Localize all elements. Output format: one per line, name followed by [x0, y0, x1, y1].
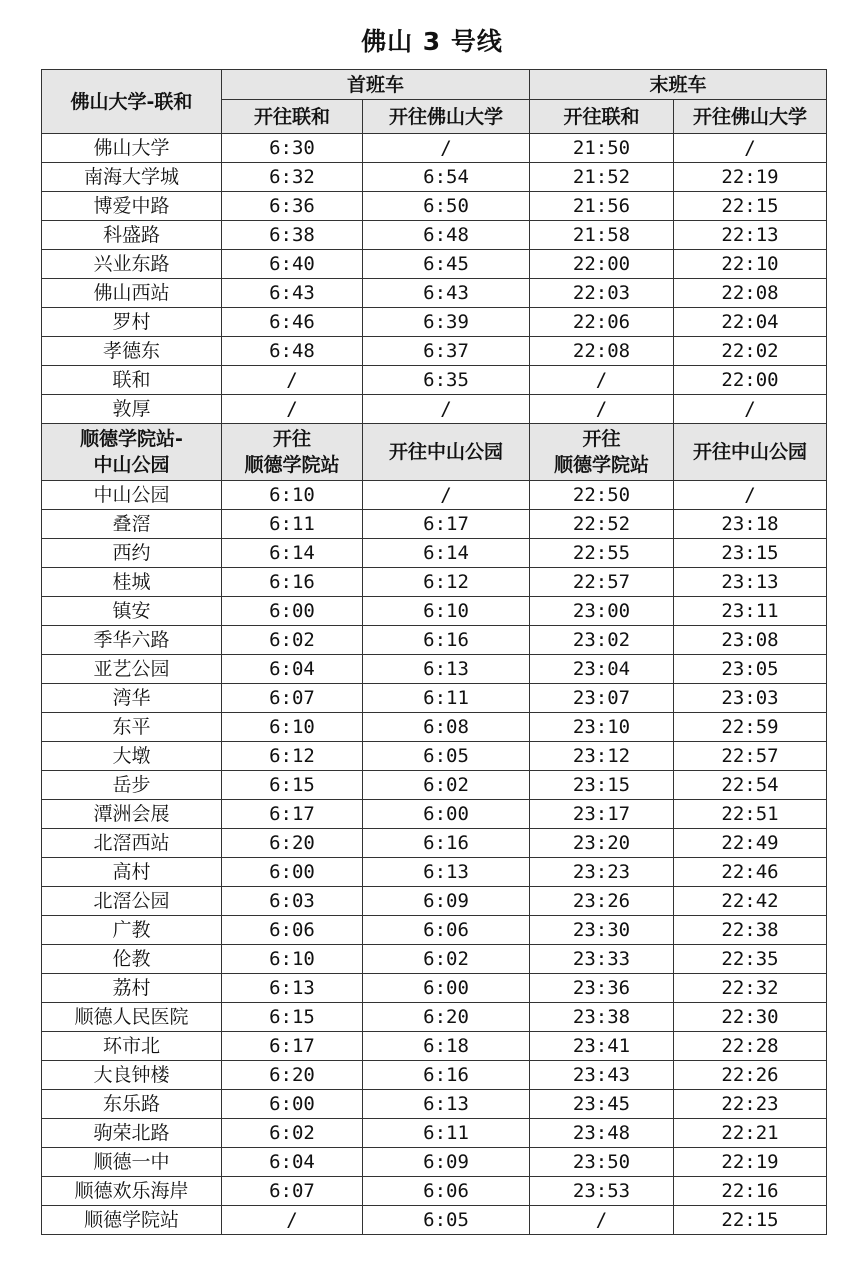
- section1-label: 佛山大学-联和: [42, 70, 222, 134]
- time-cell: 6:09: [363, 1148, 530, 1177]
- time-cell: 6:00: [363, 800, 530, 829]
- to-c-line2: 顺德学院站: [554, 454, 650, 476]
- time-cell: 6:13: [222, 974, 363, 1003]
- time-cell: 21:56: [530, 192, 674, 221]
- time-cell: 23:15: [530, 771, 674, 800]
- time-cell: 6:07: [222, 684, 363, 713]
- time-cell: /: [530, 1206, 674, 1235]
- table-row: [42, 742, 827, 771]
- table-row: [42, 945, 827, 974]
- time-cell: 23:05: [674, 655, 827, 684]
- time-cell: 6:36: [222, 192, 363, 221]
- time-cell: 22:10: [674, 250, 827, 279]
- time-cell: 6:00: [222, 858, 363, 887]
- time-cell: 22:35: [674, 945, 827, 974]
- time-cell: 6:07: [222, 1177, 363, 1206]
- time-cell: 23:45: [530, 1090, 674, 1119]
- time-cell: 6:17: [222, 1032, 363, 1061]
- time-cell: 6:43: [363, 279, 530, 308]
- time-cell: /: [363, 134, 530, 163]
- table-row: [42, 308, 827, 337]
- table-row: [42, 1061, 827, 1090]
- time-cell: 6:06: [363, 916, 530, 945]
- time-cell: 23:11: [674, 597, 827, 626]
- station-name: 环市北: [42, 1032, 222, 1061]
- time-cell: 6:00: [222, 1090, 363, 1119]
- table-row: [42, 1003, 827, 1032]
- station-name: 桂城: [42, 568, 222, 597]
- time-cell: 22:59: [674, 713, 827, 742]
- time-cell: 6:15: [222, 771, 363, 800]
- table-row: [42, 974, 827, 1003]
- time-cell: 23:17: [530, 800, 674, 829]
- station-name: 兴业东路: [42, 250, 222, 279]
- station-name: 佛山大学: [42, 134, 222, 163]
- table-row: [42, 250, 827, 279]
- time-cell: 22:15: [674, 1206, 827, 1235]
- time-cell: 22:15: [674, 192, 827, 221]
- time-cell: 6:05: [363, 742, 530, 771]
- station-name: 东平: [42, 713, 222, 742]
- station-name: 叠滘: [42, 510, 222, 539]
- table-row: [42, 539, 827, 568]
- time-cell: 6:16: [363, 1061, 530, 1090]
- time-cell: 6:32: [222, 163, 363, 192]
- station-name: 孝德东: [42, 337, 222, 366]
- timetable: [41, 69, 827, 1235]
- time-cell: /: [222, 366, 363, 395]
- station-name: 西约: [42, 539, 222, 568]
- time-cell: 6:54: [363, 163, 530, 192]
- time-cell: 6:20: [363, 1003, 530, 1032]
- time-cell: 6:05: [363, 1206, 530, 1235]
- time-cell: 22:16: [674, 1177, 827, 1206]
- time-cell: 23:41: [530, 1032, 674, 1061]
- header-row-3: [42, 424, 827, 481]
- table-row: [42, 916, 827, 945]
- col-last-to-shunde-college: [530, 424, 674, 481]
- time-cell: 6:00: [363, 974, 530, 1003]
- table-row: [42, 481, 827, 510]
- time-cell: 6:46: [222, 308, 363, 337]
- table-row: [42, 134, 827, 163]
- time-cell: 6:02: [363, 945, 530, 974]
- time-cell: 6:20: [222, 829, 363, 858]
- table-row: [42, 192, 827, 221]
- table-row: [42, 771, 827, 800]
- time-cell: 22:54: [674, 771, 827, 800]
- table-row: [42, 395, 827, 424]
- table-row: [42, 1177, 827, 1206]
- time-cell: 6:17: [363, 510, 530, 539]
- table-row: [42, 221, 827, 250]
- time-cell: 6:00: [222, 597, 363, 626]
- time-cell: 6:48: [222, 337, 363, 366]
- time-cell: 6:50: [363, 192, 530, 221]
- time-cell: 6:20: [222, 1061, 363, 1090]
- time-cell: 22:19: [674, 1148, 827, 1177]
- time-cell: /: [530, 366, 674, 395]
- time-cell: 6:09: [363, 887, 530, 916]
- time-cell: 21:58: [530, 221, 674, 250]
- time-cell: 22:23: [674, 1090, 827, 1119]
- table-row: [42, 1148, 827, 1177]
- time-cell: 23:08: [674, 626, 827, 655]
- time-cell: 22:08: [674, 279, 827, 308]
- time-cell: 6:39: [363, 308, 530, 337]
- time-cell: 6:12: [363, 568, 530, 597]
- table-row: [42, 1119, 827, 1148]
- time-cell: 6:02: [363, 771, 530, 800]
- time-cell: 22:26: [674, 1061, 827, 1090]
- time-cell: 6:10: [363, 597, 530, 626]
- time-cell: 6:10: [222, 713, 363, 742]
- station-name: 佛山西站: [42, 279, 222, 308]
- time-cell: 6:11: [222, 510, 363, 539]
- time-cell: 6:45: [363, 250, 530, 279]
- station-name: 北滘公园: [42, 887, 222, 916]
- time-cell: 23:23: [530, 858, 674, 887]
- time-cell: 22:38: [674, 916, 827, 945]
- time-cell: 22:57: [674, 742, 827, 771]
- time-cell: 22:00: [530, 250, 674, 279]
- table-row: [42, 1090, 827, 1119]
- time-cell: 23:04: [530, 655, 674, 684]
- time-cell: 21:52: [530, 163, 674, 192]
- section2-label-line1: 顺德学院站-: [80, 428, 183, 450]
- station-name: 敦厚: [42, 395, 222, 424]
- section2-label-line2: 中山公园: [93, 454, 170, 476]
- time-cell: 6:35: [363, 366, 530, 395]
- time-cell: 23:53: [530, 1177, 674, 1206]
- time-cell: 6:04: [222, 655, 363, 684]
- table-row: [42, 279, 827, 308]
- time-cell: 6:02: [222, 1119, 363, 1148]
- time-cell: 23:02: [530, 626, 674, 655]
- table-row: [42, 655, 827, 684]
- station-name: 罗村: [42, 308, 222, 337]
- section2-body: [42, 481, 827, 1235]
- to-c-line2: 顺德学院站: [244, 454, 340, 476]
- time-cell: 6:13: [363, 655, 530, 684]
- time-cell: 22:21: [674, 1119, 827, 1148]
- time-cell: 6:16: [222, 568, 363, 597]
- time-cell: /: [363, 481, 530, 510]
- time-cell: 6:10: [222, 481, 363, 510]
- table-row: [42, 1206, 827, 1235]
- table-row: [42, 337, 827, 366]
- table-row: [42, 858, 827, 887]
- time-cell: 22:51: [674, 800, 827, 829]
- time-cell: 6:17: [222, 800, 363, 829]
- table-row: [42, 626, 827, 655]
- station-name: 广教: [42, 916, 222, 945]
- time-cell: 6:37: [363, 337, 530, 366]
- time-cell: /: [363, 395, 530, 424]
- station-name: 顺德欢乐海岸: [42, 1177, 222, 1206]
- time-cell: 6:13: [363, 858, 530, 887]
- time-cell: 23:30: [530, 916, 674, 945]
- time-cell: 6:06: [363, 1177, 530, 1206]
- table-row: [42, 800, 827, 829]
- time-cell: 22:03: [530, 279, 674, 308]
- station-name: 高村: [42, 858, 222, 887]
- station-name: 博爱中路: [42, 192, 222, 221]
- to-c-line1: 开往: [582, 428, 621, 450]
- time-cell: 23:48: [530, 1119, 674, 1148]
- time-cell: /: [222, 395, 363, 424]
- station-name: 顺德人民医院: [42, 1003, 222, 1032]
- time-cell: /: [674, 134, 827, 163]
- time-cell: 22:02: [674, 337, 827, 366]
- station-name: 季华六路: [42, 626, 222, 655]
- time-cell: /: [530, 395, 674, 424]
- time-cell: 6:11: [363, 684, 530, 713]
- first-train-header: 首班车: [222, 70, 530, 100]
- time-cell: 22:19: [674, 163, 827, 192]
- time-cell: 22:49: [674, 829, 827, 858]
- table-row: [42, 510, 827, 539]
- station-name: 联和: [42, 366, 222, 395]
- station-name: 岳步: [42, 771, 222, 800]
- last-train-header: 末班车: [530, 70, 827, 100]
- time-cell: 22:57: [530, 568, 674, 597]
- time-cell: 6:18: [363, 1032, 530, 1061]
- station-name: 镇安: [42, 597, 222, 626]
- time-cell: 23:13: [674, 568, 827, 597]
- station-name: 北滘西站: [42, 829, 222, 858]
- col-last-to-zhongshan-park: 开往中山公园: [674, 424, 827, 481]
- time-cell: 6:38: [222, 221, 363, 250]
- time-cell: 6:43: [222, 279, 363, 308]
- table-row: [42, 1032, 827, 1061]
- section1-body: [42, 134, 827, 424]
- station-name: 中山公园: [42, 481, 222, 510]
- station-name: 驹荣北路: [42, 1119, 222, 1148]
- time-cell: 23:03: [674, 684, 827, 713]
- time-cell: 22:42: [674, 887, 827, 916]
- time-cell: 23:00: [530, 597, 674, 626]
- time-cell: 22:30: [674, 1003, 827, 1032]
- station-name: 荔村: [42, 974, 222, 1003]
- section2-header: [42, 424, 827, 481]
- to-c-line1: 开往: [272, 428, 311, 450]
- time-cell: 22:46: [674, 858, 827, 887]
- time-cell: 6:03: [222, 887, 363, 916]
- time-cell: 23:50: [530, 1148, 674, 1177]
- col-last-to-foshan-university: 开往佛山大学: [674, 100, 827, 134]
- page-title: 佛山 3 号线: [361, 27, 503, 56]
- time-cell: 22:00: [674, 366, 827, 395]
- time-cell: 6:16: [363, 626, 530, 655]
- time-cell: 6:02: [222, 626, 363, 655]
- col-first-to-zhongshan-park: 开往中山公园: [363, 424, 530, 481]
- time-cell: 22:28: [674, 1032, 827, 1061]
- station-name: 伦教: [42, 945, 222, 974]
- time-cell: 23:12: [530, 742, 674, 771]
- time-cell: 22:04: [674, 308, 827, 337]
- table-row: [42, 597, 827, 626]
- time-cell: /: [674, 395, 827, 424]
- time-cell: 6:06: [222, 916, 363, 945]
- time-cell: 6:30: [222, 134, 363, 163]
- time-cell: 6:14: [222, 539, 363, 568]
- table-row: [42, 713, 827, 742]
- station-name: 顺德学院站: [42, 1206, 222, 1235]
- time-cell: 6:13: [363, 1090, 530, 1119]
- time-cell: 23:33: [530, 945, 674, 974]
- time-cell: 22:52: [530, 510, 674, 539]
- time-cell: 22:55: [530, 539, 674, 568]
- station-name: 大墩: [42, 742, 222, 771]
- header-row-1: [42, 70, 827, 100]
- station-name: 潭洲会展: [42, 800, 222, 829]
- time-cell: 6:14: [363, 539, 530, 568]
- time-cell: 6:15: [222, 1003, 363, 1032]
- time-cell: 22:32: [674, 974, 827, 1003]
- station-name: 科盛路: [42, 221, 222, 250]
- table-row: [42, 366, 827, 395]
- time-cell: 6:48: [363, 221, 530, 250]
- table-row: [42, 163, 827, 192]
- time-cell: 23:18: [674, 510, 827, 539]
- time-cell: 22:08: [530, 337, 674, 366]
- station-name: 南海大学城: [42, 163, 222, 192]
- station-name: 东乐路: [42, 1090, 222, 1119]
- time-cell: 23:26: [530, 887, 674, 916]
- time-cell: 22:13: [674, 221, 827, 250]
- table-row: [42, 684, 827, 713]
- time-cell: 23:36: [530, 974, 674, 1003]
- time-cell: 21:50: [530, 134, 674, 163]
- col-first-to-foshan-university: 开往佛山大学: [363, 100, 530, 134]
- table-row: [42, 829, 827, 858]
- station-name: 顺德一中: [42, 1148, 222, 1177]
- time-cell: 6:08: [363, 713, 530, 742]
- time-cell: 23:43: [530, 1061, 674, 1090]
- time-cell: 6:12: [222, 742, 363, 771]
- time-cell: /: [222, 1206, 363, 1235]
- time-cell: 23:10: [530, 713, 674, 742]
- col-last-to-lianhe: 开往联和: [530, 100, 674, 134]
- time-cell: 22:06: [530, 308, 674, 337]
- table-row: [42, 568, 827, 597]
- time-cell: 6:10: [222, 945, 363, 974]
- time-cell: 6:04: [222, 1148, 363, 1177]
- station-name: 湾华: [42, 684, 222, 713]
- section2-label: [42, 424, 222, 481]
- station-name: 大良钟楼: [42, 1061, 222, 1090]
- station-name: 亚艺公园: [42, 655, 222, 684]
- time-cell: 6:16: [363, 829, 530, 858]
- time-cell: 6:11: [363, 1119, 530, 1148]
- time-cell: 6:40: [222, 250, 363, 279]
- col-first-to-shunde-college: [222, 424, 363, 481]
- time-cell: 23:07: [530, 684, 674, 713]
- time-cell: 23:38: [530, 1003, 674, 1032]
- table-row: [42, 887, 827, 916]
- time-cell: 23:20: [530, 829, 674, 858]
- col-first-to-lianhe: 开往联和: [222, 100, 363, 134]
- time-cell: 22:50: [530, 481, 674, 510]
- time-cell: 23:15: [674, 539, 827, 568]
- time-cell: /: [674, 481, 827, 510]
